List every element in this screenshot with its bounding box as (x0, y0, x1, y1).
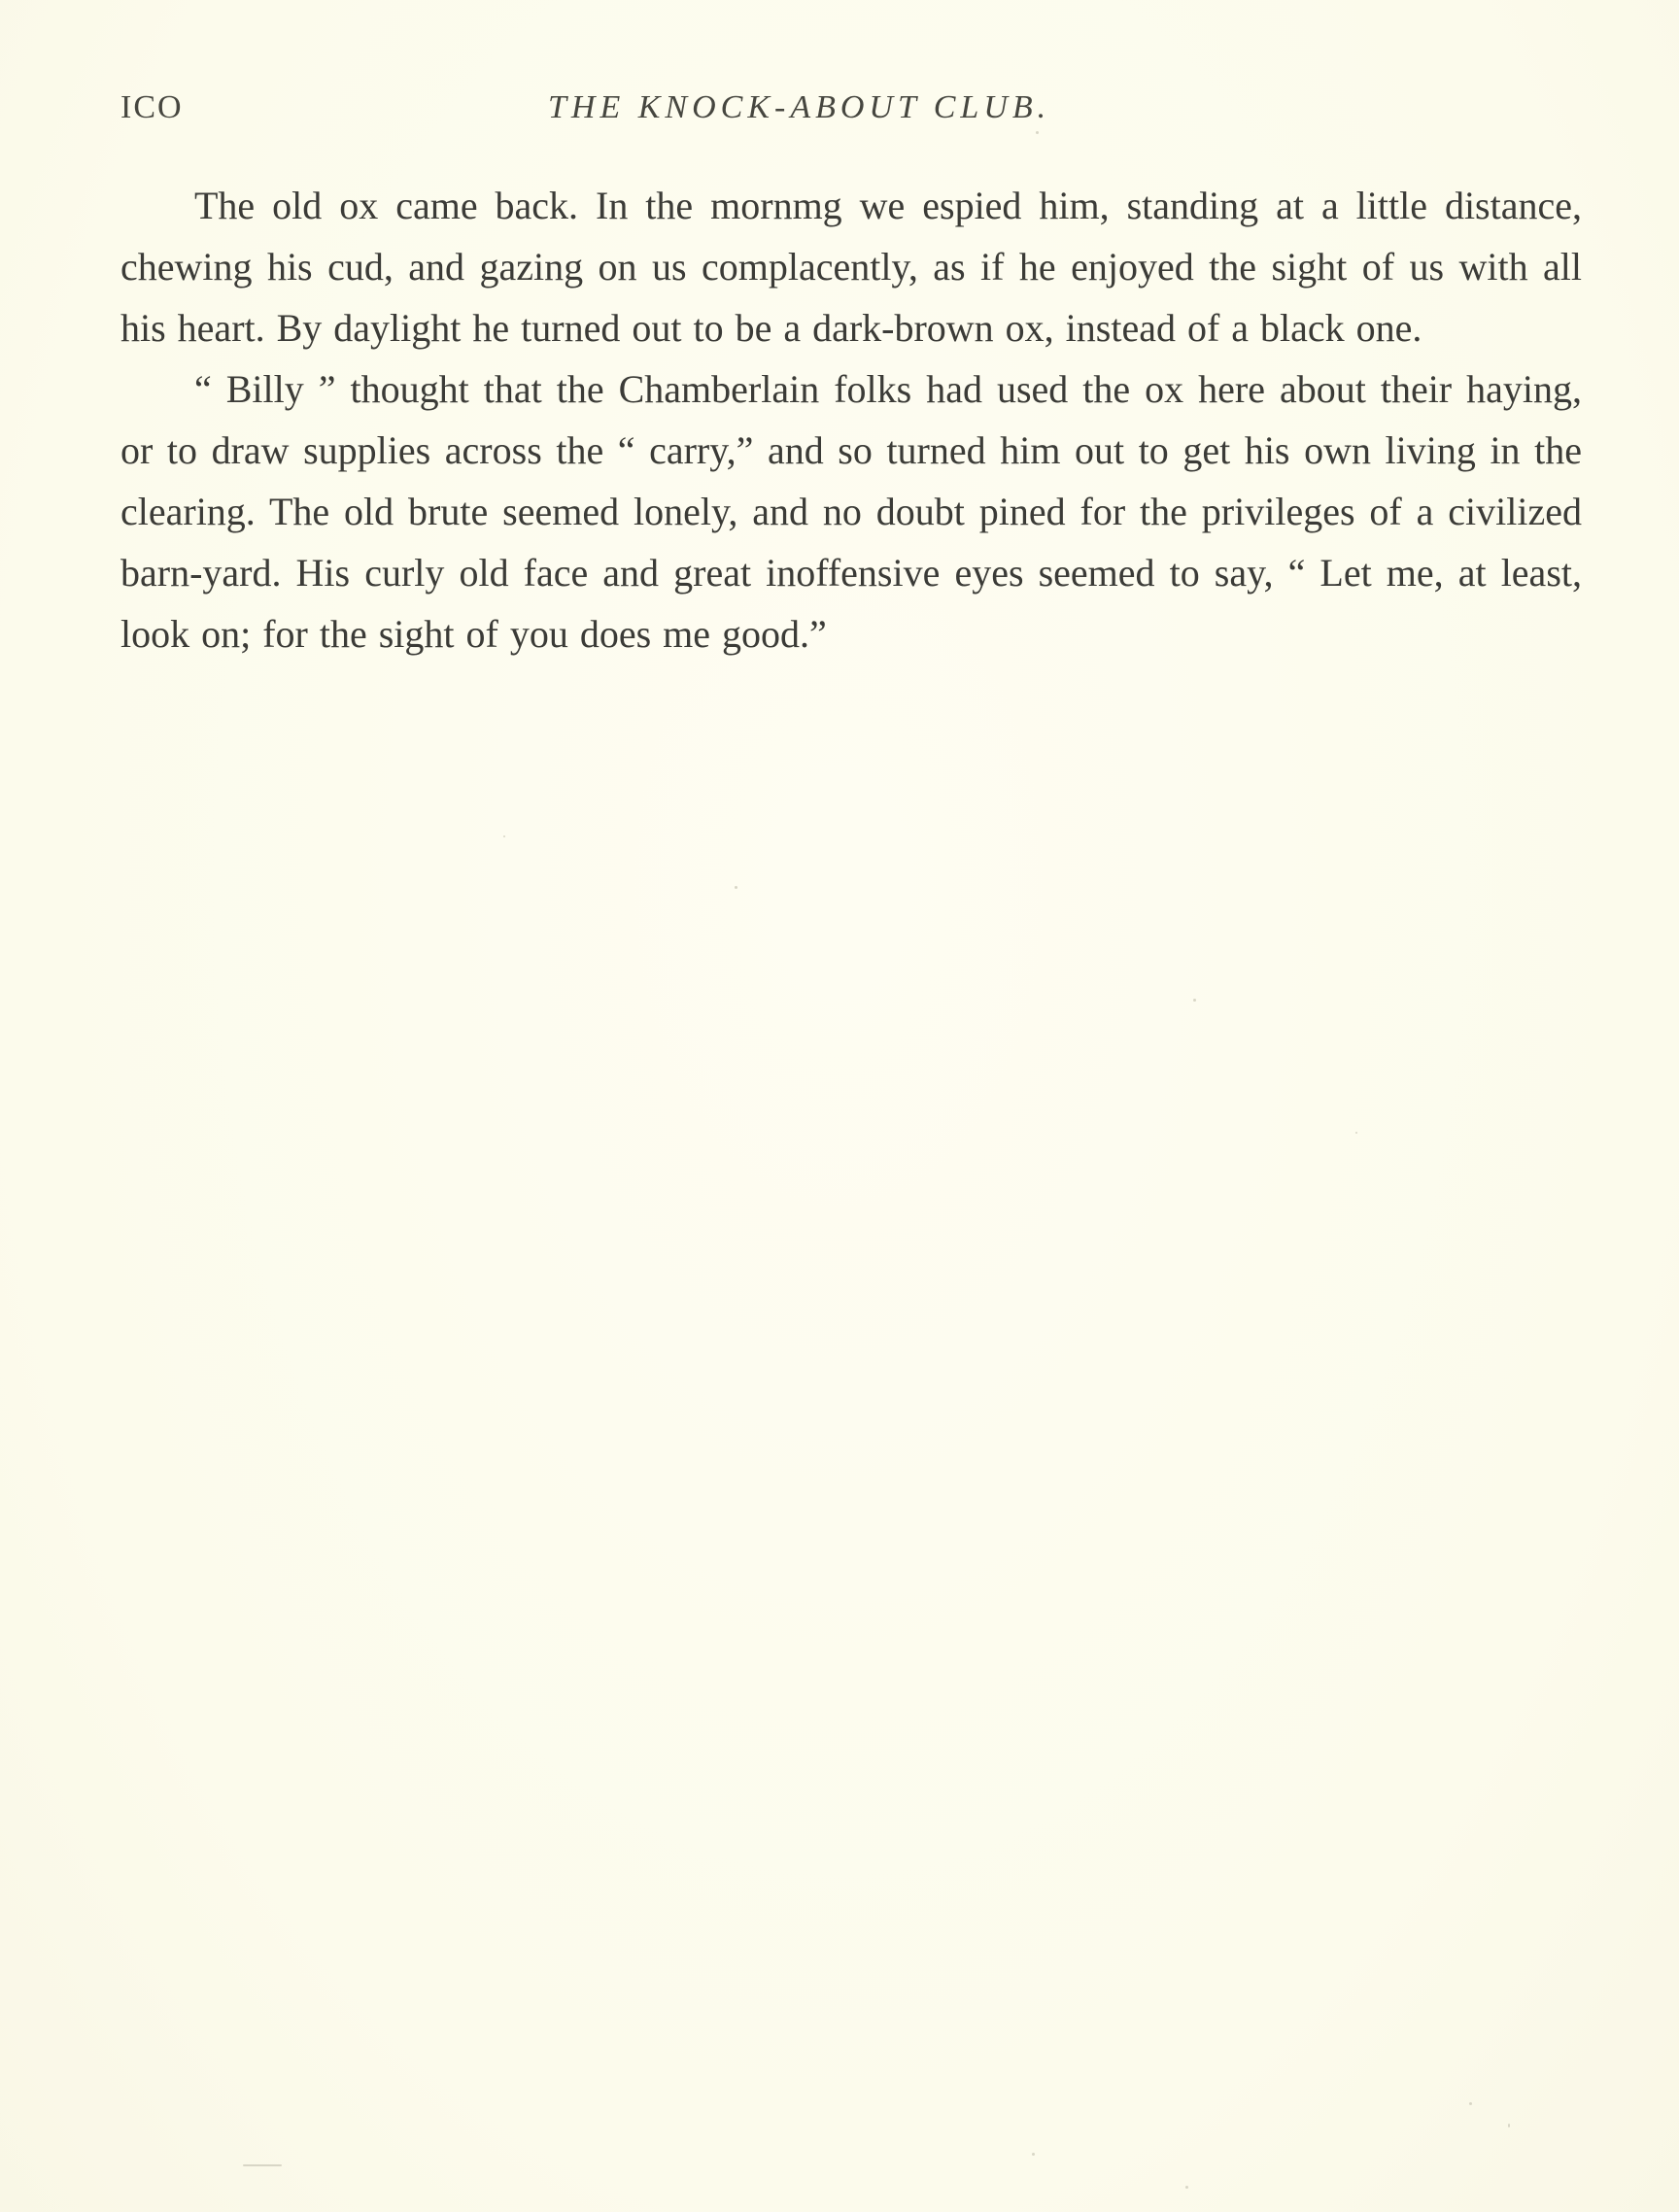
paper-speck (503, 835, 505, 837)
paper-speck (735, 886, 737, 889)
page-number: ICO (120, 89, 184, 125)
paper-speck (1036, 131, 1039, 134)
paper-speck (1032, 2153, 1035, 2156)
paragraph-1: The old ox came back. In the mornmg we espied him, standing at a little distance, chewing his cud, and gazing on us complacently, as if he enjoyed the sight of us with all his heart. By daylight he turned out to be a dark-brown ox, instead of a black one. (120, 184, 1582, 350)
paper-speck (1185, 2186, 1188, 2189)
running-title: THE KNOCK-ABOUT CLUB. (548, 89, 1051, 125)
paper-speck (1355, 1132, 1357, 1134)
paper-speck (1469, 2102, 1472, 2105)
running-head (120, 89, 1582, 138)
paper-speck (1508, 2124, 1510, 2127)
paragraph-2: “ Billy ” thought that the Chamberlain folks had used the ox here about their haying, or to draw supplies across the “ carry,” and so turned him out to get his own living in the clearing. The old brute seemed lonely, and no doubt pined for the privileges of a civilized barn-yard. His curly old face and great inoffensive eyes seemed to say, “ Let me, at least, look on; for the sight of you does me good.” (120, 367, 1582, 656)
paper-speck (1193, 999, 1196, 1002)
paper-speck (243, 2164, 282, 2166)
body-text (120, 175, 1582, 664)
